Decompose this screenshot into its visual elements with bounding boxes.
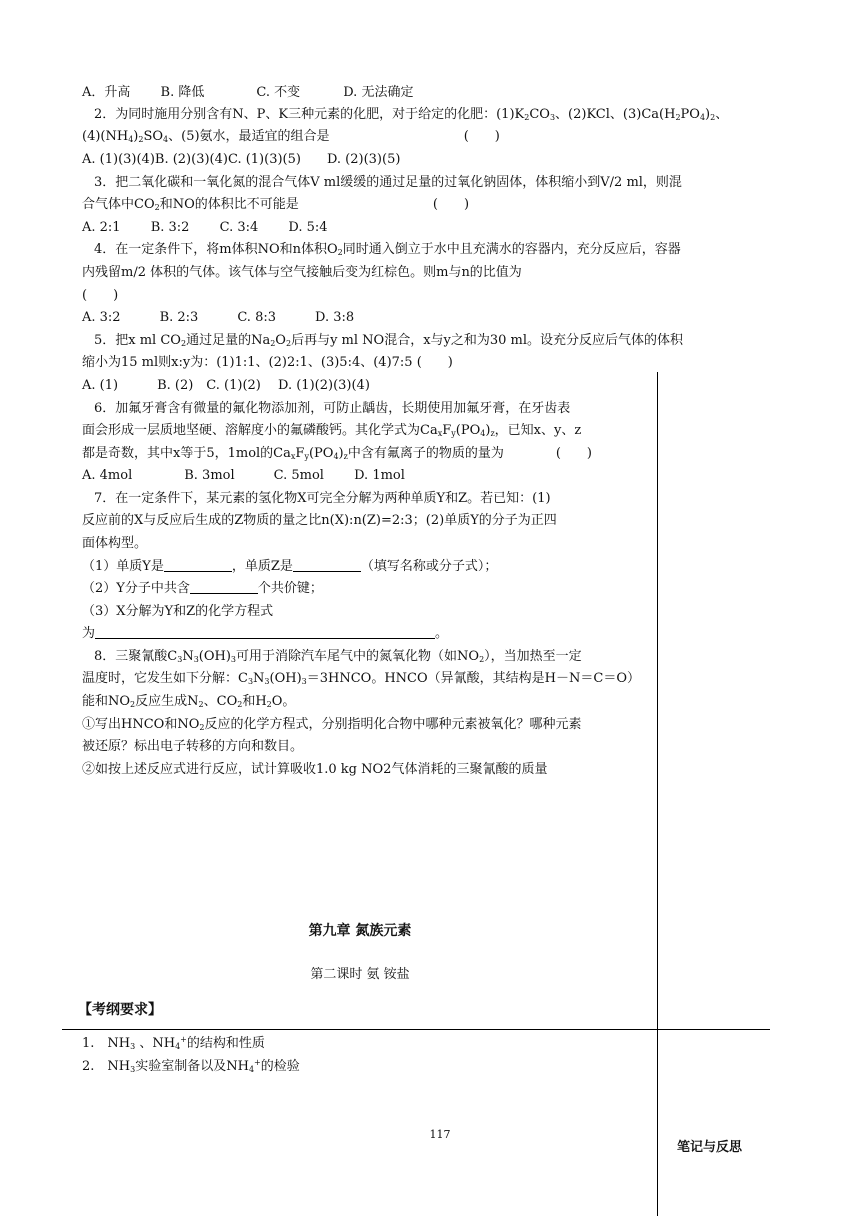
section-heading: 【考纲要求】 (78, 1002, 162, 1018)
notes-label: 笔记与反思 (677, 1140, 743, 1155)
q4-line-1: 4．在一定条件下，将m体积NO和n体积$O_2$同时通入倒立于水中且充满水的容器内，充分反应后，容器 (94, 242, 681, 257)
q4-line-2: 内残留m/2 体积的气体。该气体与空气接触后变为红棕色。则m与n的比值为 (82, 265, 522, 280)
q2-line-1: 2．为同时施用分别含有N、P、K三种元素的化肥，对于给定的化肥：$(1)K_2CO_3$、(2)KCl、$(3)Ca(H_2PO_4)_2$、 (94, 107, 729, 122)
q2-options: A. (1)(3)(4)B. (2)(3)(4)C. (1)(3)(5) D. (2)(3)(5) (82, 152, 401, 167)
q7-line-3: 面体构型。 (82, 536, 148, 551)
q6-options: A. 4mol B. 3mol C. 5mol D. 1mol (82, 468, 405, 483)
requirement-1: 1. $NH_3$ 、$NH_4^+$的结构和性质 (82, 1035, 265, 1051)
q2-line-2: $(4)(NH_4)_2SO_4$、(5)氨水，最适宜的组合是 ( ) (82, 129, 500, 144)
section-divider (62, 1029, 770, 1030)
answer-blank[interactable] (95, 626, 435, 639)
q7-sub-2: （2）Y分子中共含 个共价键； (82, 581, 323, 596)
q5-line-2: 缩小为15 ml则x:y为：(1)1:1、(2)2:1、(3)5:4、(4)7:5 ( ) (82, 355, 453, 370)
lesson-title: 第二课时 氨 铵盐 (310, 967, 410, 982)
q7-sub-4: 为 。 (82, 626, 449, 641)
q6-line-1: 6．加氟牙膏含有微量的氟化物添加剂，可防止龋齿，长期使用加氟牙膏，在牙齿表 (94, 401, 571, 416)
requirement-2: 2. $NH_3$实验室制备以及$NH_4^+$的检验 (82, 1058, 300, 1074)
q7-line-2: 反应前的X与反应后生成的Z物质的量之比n(X):n(Z)=2:3；(2)单质Y的分子为正四 (82, 513, 557, 528)
q6-line-2: 面会形成一层质地坚硬、溶解度小的氟磷酸钙。其化学式为$Ca_xF_y(PO_4)_z$，已知x、y、z (82, 423, 582, 438)
answer-blank[interactable] (190, 581, 258, 594)
q4-options: A. 3:2 B. 2:3 C. 8:3 D. 3:8 (82, 310, 355, 325)
q4-line-3: ( ) (82, 288, 119, 303)
q7-line-1: 7．在一定条件下，某元素的氢化物X可完全分解为两种单质Y和Z。若已知：(1) (94, 491, 551, 506)
q7-sub-1: （1）单质Y是 ，单质Z是 （填写名称或分子式）； (82, 559, 498, 574)
notes-column-divider (657, 372, 658, 1216)
q3-options: A. 2:1 B. 3:2 C. 3:4 D. 5:4 (82, 220, 328, 235)
q5-options: A. (1) B. (2) C. (1)(2) D. (1)(2)(3)(4) (82, 378, 370, 393)
q1-options: A．升高 B. 降低 C. 不变 D. 无法确定 (82, 85, 414, 100)
q8-line-3: 能和$NO_2$反应生成$N_2$、$CO_2$和$H_2O$。 (82, 694, 296, 709)
q8-line-5: 被还原？标出电子转移的方向和数目。 (82, 739, 304, 754)
answer-blank[interactable] (293, 559, 361, 572)
q6-line-3: 都是奇数，其中x等于5，1mol的$Ca_xF_y(PO_4)_z$中含有氟离子的物质的量为 ( ) (82, 446, 592, 461)
page-number: 117 (429, 1128, 451, 1141)
q3-line-1: 3．把二氧化碳和一氧化氮的混合气体V ml缓缓的通过足量的过氧化钠固体，体积缩小到V/2 ml，则混 (94, 175, 682, 190)
chapter-title: 第九章 氮族元素 (308, 923, 412, 939)
q5-line-1: 5．把x ml $CO_2$通过足量的$Na_2O_2$后再与y ml NO混合，x与y之和为30 ml。设充分反应后气体的体积 (94, 333, 684, 348)
answer-blank[interactable] (164, 559, 232, 572)
q8-line-2: 温度时，它发生如下分解：$C_3N_3(OH)_3=3HNCO$。HNCO（异氰酸，其结构是H－N＝C＝O） (82, 671, 640, 686)
q3-line-2: 合气体中$CO_2$和NO的体积比不可能是 ( ) (82, 197, 470, 212)
q8-line-4: ①写出HNCO和$NO_2$反应的化学方程式，分别指明化合物中哪种元素被氧化？哪种元素 (82, 717, 582, 732)
q7-sub-3: （3）X分解为Y和Z的化学方程式 (82, 604, 274, 619)
q8-line-1: 8．三聚氰酸$C_3N_3(OH)_3$可用于消除汽车尾气中的氮氧化物（如$NO_2$），当加热至一定 (94, 649, 582, 664)
q8-line-6: ②如按上述反应式进行反应，试计算吸收1.0 kg NO2气体消耗的三聚氰酸的质量 (82, 762, 548, 777)
